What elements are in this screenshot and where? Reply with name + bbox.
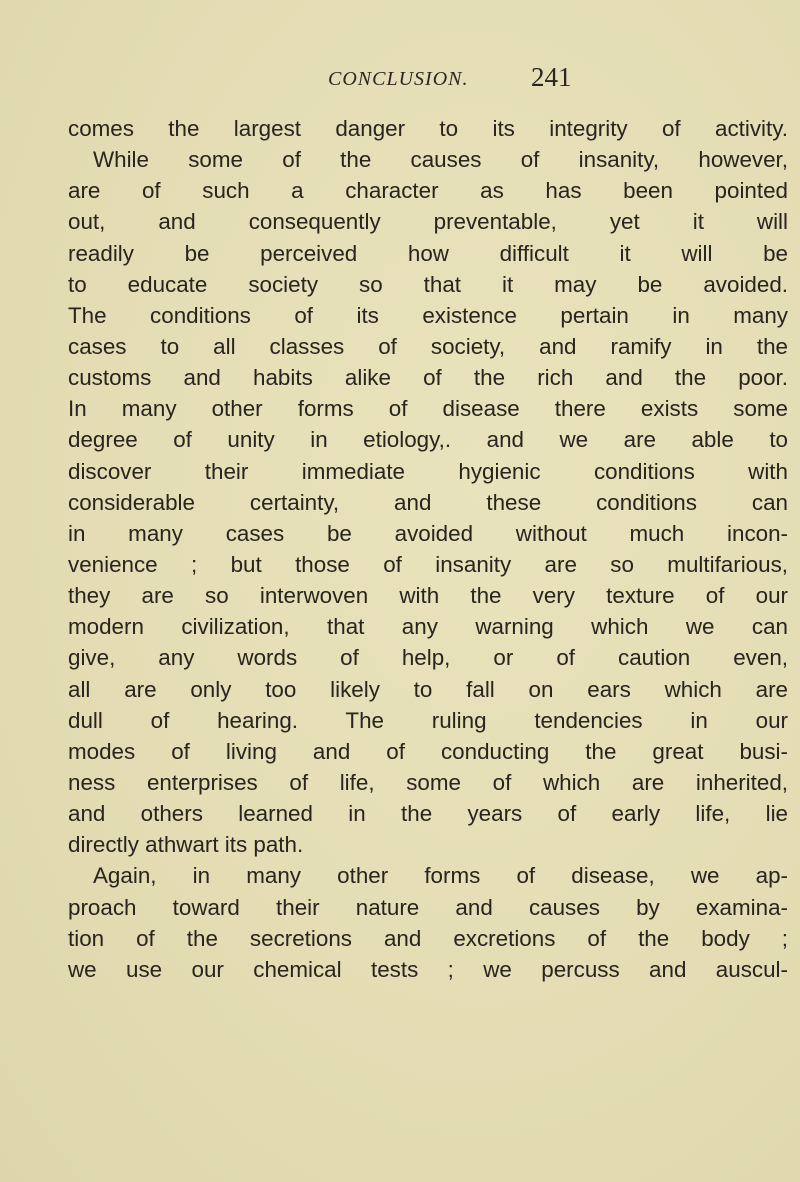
page-number: 241 xyxy=(531,62,572,92)
text-line: readily be perceived how difficult it will be xyxy=(68,240,788,266)
text-line: modes of living and of conducting the great busi- xyxy=(68,738,788,764)
text-line: ness enterprises of life, some of which are inherited, xyxy=(68,769,788,795)
text-line: proach toward their nature and causes by examina- xyxy=(68,894,788,920)
text-line: out, and consequently preventable, yet it will xyxy=(68,209,788,235)
text-line: While some of the causes of insanity, however, xyxy=(93,147,788,173)
text-line: we use our chemical tests ; we percuss and auscul- xyxy=(68,956,788,982)
text-line: discover their immediate hygienic conditions with xyxy=(68,458,788,484)
text-line: considerable certainty, and these conditions can xyxy=(68,489,788,515)
text-line: modern civilization, that any warning which we can xyxy=(68,614,788,640)
text-line: give, any words of help, or of caution even, xyxy=(68,645,788,671)
text-line: are of such a character as has been pointed xyxy=(68,178,788,204)
text-line: and others learned in the years of early life, lie xyxy=(68,801,788,827)
text-line: to educate society so that it may be avoided. xyxy=(68,271,788,297)
text-line: Again, in many other forms of disease, we ap- xyxy=(93,863,788,889)
text-line: in many cases be avoided without much incon- xyxy=(68,520,788,546)
text-line: tion of the secretions and excretions of the body ; xyxy=(68,925,788,951)
text-line: The conditions of its existence pertain in many xyxy=(68,302,788,328)
text-line: all are only too likely to fall on ears which are xyxy=(68,676,788,702)
running-head: CONCLUSION. xyxy=(328,68,469,90)
text-line: directly athwart its path. xyxy=(68,832,304,858)
text-line: comes the largest danger to its integrity of activity. xyxy=(68,116,788,141)
text-line: they are so interwoven with the very texture of our xyxy=(68,583,788,609)
page-header xyxy=(0,62,800,102)
text-line: degree of unity in etiology,. and we are able to xyxy=(68,427,788,453)
text-line: cases to all classes of society, and ramify in the xyxy=(68,333,788,359)
text-line: In many other forms of disease there exists some xyxy=(68,396,788,422)
text-line: venience ; but those of insanity are so multifarious, xyxy=(68,551,788,577)
text-line: customs and habits alike of the rich and the poor. xyxy=(68,365,788,391)
text-line: dull of hearing. The ruling tendencies in our xyxy=(68,707,788,733)
body-text xyxy=(68,113,788,985)
